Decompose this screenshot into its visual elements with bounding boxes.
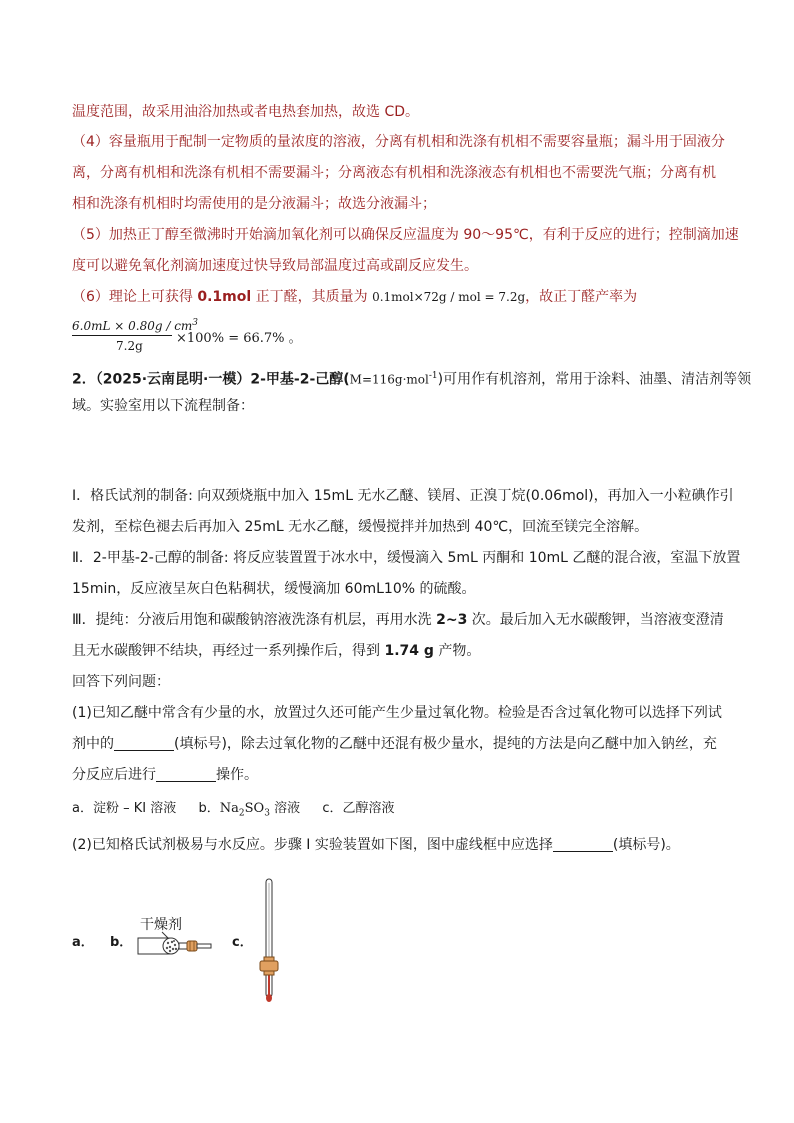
solution-line-7 [72,288,637,306]
fraction-bar [72,335,172,336]
text: 分反应后进行 [72,767,156,783]
text: (填标号)，除去过氧化物的乙醚中还混有极少量水，提纯的方法是向乙醚中加入钠丝，充 [174,736,717,752]
q2-line-1 [72,836,680,854]
text: 次。最后加入无水碳酸钾，当溶液变澄清 [467,612,724,628]
text: M=116g·mol [349,372,429,387]
solution-line-1: 温度范围，故采用油浴加热或者电热套加热，故选 CD。 [72,104,420,120]
q1-line-2 [72,735,717,753]
text: (2)已知格氏试剂极易与水反应。步骤 I 实验装置如下图，图中虚线框中应选择 [72,837,553,853]
fraction-result: ×100% = 66.7% 。 [176,331,302,346]
text: 且无水碳酸钾不结块，再经过一系列操作后，得到 [72,643,385,659]
q1-options [72,800,395,823]
fraction-denominator: 7.2g [116,339,143,353]
step-2-line-1: Ⅱ．2-甲基-2-己醇的制备: 将反应装置置于冰水中，缓慢滴入 5mL 丙酮和 10mL 乙醚的混合液，室温下放置 [72,550,741,566]
text: Ⅲ．提纯：分液后用饱和碳酸钠溶液洗涤有机层，再用水洗 [72,612,437,628]
q1-line-1: (1)已知乙醚中常含有少量的水，放置过久还可能产生少量过氧化物。检验是否含过氧化物可以选择下列试 [72,705,722,721]
text: 操作。 [216,767,258,783]
figure-option-c-label: c． [232,935,253,950]
answer-blank-2[interactable] [156,767,216,782]
text: 产物。 [433,643,481,659]
question-2-heading [72,367,751,389]
step-2-line-2: 15min，反应液呈灰白色粘稠状，缓慢滴加 60mL10% 的硫酸。 [72,581,476,597]
text: 0.1mol [197,289,252,305]
option-a: a．淀粉 – KI 溶液 [72,801,177,816]
mass-formula: 0.1mol×72g / mol = 7.2g [372,290,526,304]
text: )可用作有机溶剂，常用于涂料、油墨、清洁剂等领 [437,371,752,388]
fraction-numerator: $6.0mL \times 0.80g / cm^3$ [72,318,199,333]
text: 2．（2025·云南昆明·一模）2-甲基-2-己醇( [72,371,350,388]
drying-agent-label: 干燥剂 [140,917,182,933]
drying-tube-icon [134,928,224,964]
text: ，故正丁醛产率为 [525,289,638,305]
text: (填标号)。 [612,837,680,853]
text: -1 [428,371,438,381]
option-b: b．$Na_2SO_3$ 溶液 [198,801,301,819]
text: 2~3 [436,612,468,628]
text: （6）理论上可获得 [72,289,198,305]
option-c: c．乙醇溶液 [322,801,395,816]
solution-line-4: 相和洗涤有机相时均需使用的是分液漏斗；故选分液漏斗； [72,196,436,212]
figure-option-a-label: a． [72,935,94,950]
answer-blank-1[interactable] [114,736,174,751]
step-1-line-1: Ⅰ．格氏试剂的制备: 向双颈烧瓶中加入 15mL 无水乙醚、镁屑、正溴丁烷(0.06mol)，再加入一小粒碘作引 [72,488,734,504]
answer-prompt: 回答下列问题： [72,674,170,690]
text: 正丁醛，其质量为 [251,289,373,305]
thermometer-icon [256,877,282,1005]
step-3-line-2 [72,642,480,660]
answer-blank-3[interactable] [553,837,613,852]
figure-option-b-label: b． [110,935,133,950]
text: 剂中的 [72,736,114,752]
solution-line-6: 度可以避免氧化剂滴加速度过快导致局部温度过高或副反应发生。 [72,258,478,274]
q1-line-3 [72,766,258,784]
text: 1.74 g [384,643,434,659]
step-3-line-1 [72,611,724,629]
solution-line-2: （4）容量瓶用于配制一定物质的量浓度的溶液，分离有机相和洗涤有机相不需要容量瓶；漏斗用于固液分 [72,134,725,150]
solution-line-5: （5）加热正丁醇至微沸时开始滴加氧化剂可以确保反应温度为 90～95℃，有利于反应的进行；控制滴加速 [72,227,739,243]
step-1-line-2: 发剂，至棕色褪去后再加入 25mL 无水乙醚，缓慢搅拌并加热到 40℃，回流至镁完全溶解。 [72,519,649,535]
solution-line-3: 离，分离有机相和洗涤有机相不需要漏斗；分离液态有机相和洗涤液态有机相也不需要洗气瓶；分离有机 [72,165,716,181]
question-2-heading-2: 域。实验室用以下流程制备： [72,398,254,414]
